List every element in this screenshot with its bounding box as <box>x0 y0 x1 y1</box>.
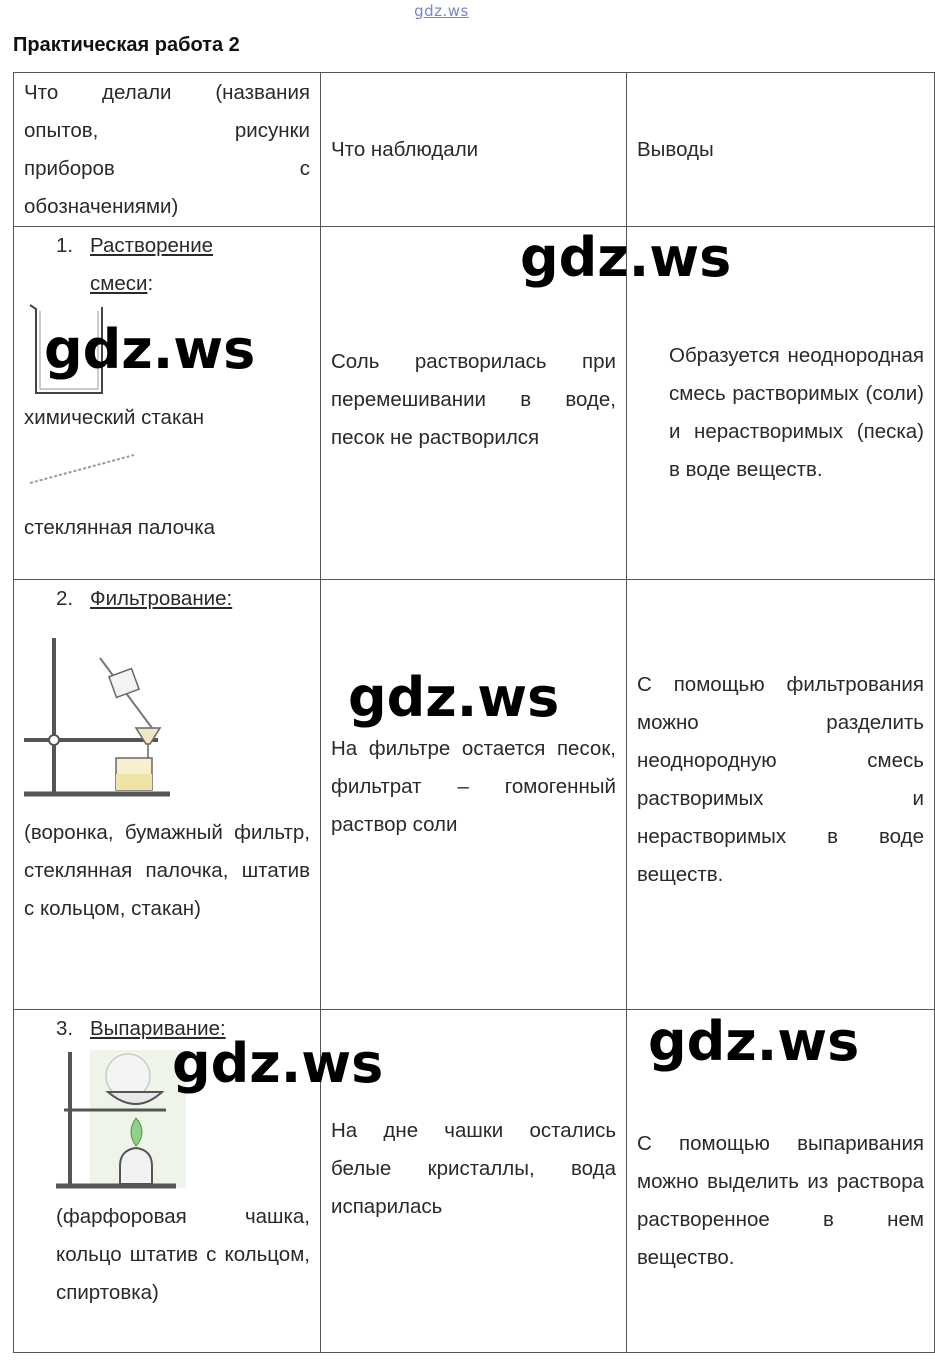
observed-text: Соль растворилась при перемешивании в воде, песок не растворился <box>331 350 616 449</box>
glass-rod-caption: стеклянная палочка <box>24 516 216 539</box>
conclusion-text: С помощью выпаривания можно выделить из раствора растворенное в нем вещество. <box>637 1132 924 1269</box>
conclusion-text: Образуется неоднородная смесь растворимых (соли) и нерастворимых (песка) в воде веществ. <box>669 344 924 481</box>
step-number: 2. <box>56 587 74 610</box>
step-label: Растворение <box>90 234 214 257</box>
step-label-continued <box>24 265 310 303</box>
table-header-row <box>14 73 935 227</box>
conclusion-text: С помощью фильтрования можно разделить неоднородную смесь растворимых и нерастворимых в воде веществ. <box>637 672 924 886</box>
header-what-done-line: Что делали (названия <box>24 80 310 104</box>
watermark: gdz.ws <box>348 666 560 729</box>
watermark: gdz.ws <box>172 1032 384 1095</box>
page-title: Практическая работа 2 <box>13 34 240 56</box>
beaker-caption: химический стакан <box>24 406 205 429</box>
step-label: смеси <box>90 272 148 295</box>
step-cell <box>14 580 321 1010</box>
filtration-apparatus-figure <box>24 632 184 802</box>
step-colon: : <box>147 272 154 295</box>
step-heading <box>24 227 310 265</box>
header-what-done-line: опытов, рисунки <box>24 118 310 142</box>
watermark: gdz.ws <box>44 318 256 381</box>
conclusion-cell <box>627 580 935 1010</box>
evaporation-apparatus-figure <box>56 1048 188 1190</box>
equipment-list: (фарфоровая чашка, кольцо штатив с кольцом, спиртовка) <box>56 1205 310 1304</box>
glass-rod-figure <box>24 437 144 509</box>
table-row <box>14 227 935 580</box>
observed-cell <box>321 580 627 1010</box>
header-conclusions <box>627 73 935 227</box>
observed-text: На фильтре остается песок, фильтрат – гомогенный раствор соли <box>331 736 616 836</box>
header-what-done-line: обозначениями) <box>24 194 179 218</box>
step-label: Фильтрование: <box>90 587 233 610</box>
header-what-done <box>14 73 321 227</box>
step-heading <box>24 580 310 618</box>
watermark: gdz.ws <box>648 1010 860 1073</box>
step-label: Выпаривание: <box>90 1017 226 1040</box>
step-number: 3. <box>56 1017 74 1040</box>
table-row <box>14 580 935 1010</box>
step-cell <box>14 227 321 580</box>
header-observed-text: Что наблюдали <box>331 137 479 161</box>
header-conclusions-text: Выводы <box>637 137 714 161</box>
site-link[interactable]: gdz.ws <box>414 2 469 20</box>
observed-text: На дне чашки остались белые кристаллы, вода испарилась <box>331 1119 616 1218</box>
header-what-done-line: приборов с <box>24 156 310 180</box>
equipment-list: (воронка, бумажный фильтр, стеклянная палочка, штатив с кольцом, стакан) <box>24 821 310 920</box>
header-observed <box>321 73 627 227</box>
watermark: gdz.ws <box>520 226 732 289</box>
step-number: 1. <box>56 234 74 257</box>
